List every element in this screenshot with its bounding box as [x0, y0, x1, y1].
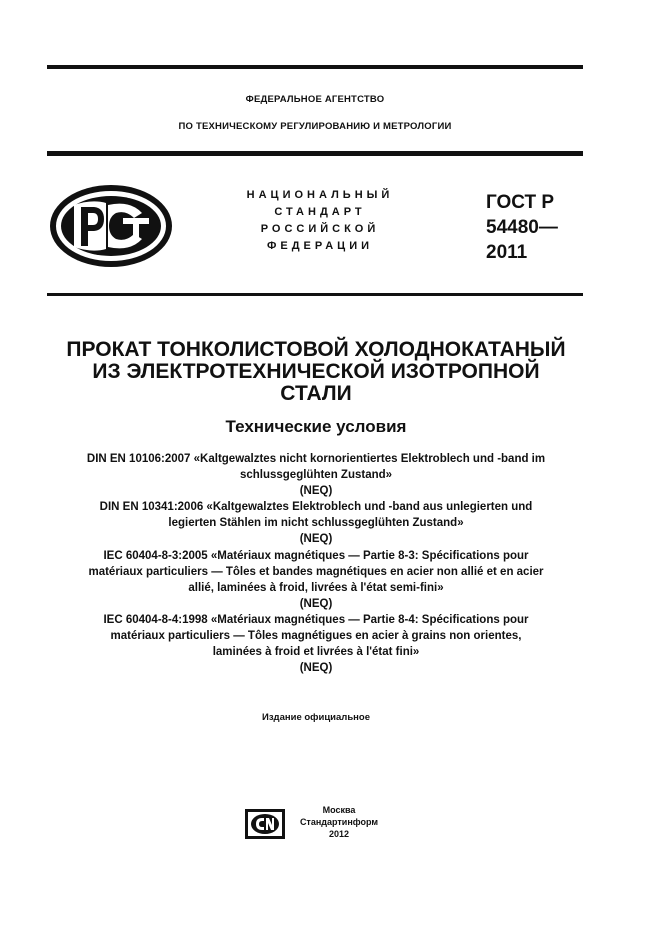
gost-r-certification-logo-icon: [48, 183, 174, 269]
designation-line-2: 54480—: [486, 217, 558, 238]
publisher-block: [293, 804, 385, 840]
reference-line: DIN EN 10341:2006 «Kaltgewalztes Elektroblech und -band aus unlegierten und: [99, 501, 533, 514]
reference-line: schlussgeglühten Zustand»: [239, 469, 393, 482]
reference-line: IEC 60404-8-3:2005 «Matériaux magnétiques — Partie 8-3: Spécifications pour: [103, 549, 529, 562]
standard-type-line-4: ФЕДЕРАЦИИ: [266, 240, 374, 252]
standard-type-line-1: НАЦИОНАЛЬНЫЙ: [246, 189, 394, 201]
title-rule: [47, 293, 583, 296]
title-line-3: СТАЛИ: [280, 382, 352, 405]
reference-line: matériaux particuliers — Tôles et bandes magnétiques en acier non allié et en acier: [88, 565, 544, 578]
top-rule: [47, 65, 583, 69]
document-subtitle: Технические условия: [225, 417, 407, 436]
publisher-year: 2012: [328, 829, 350, 839]
reference-item: [40, 548, 592, 612]
standard-type-line-3: РОССИЙСКОЙ: [260, 223, 380, 235]
agency-line-2: ПО ТЕХНИЧЕСКОМУ РЕГУЛИРОВАНИЮ И МЕТРОЛОГИИ: [178, 121, 452, 132]
reference-item: [40, 451, 592, 499]
standartinform-logo-icon: [245, 809, 285, 839]
reference-tag: (NEQ): [299, 662, 333, 675]
reference-item: [40, 612, 592, 676]
references-list: [40, 451, 592, 676]
designation-line-3: 2011: [486, 242, 528, 263]
reference-line: allié, laminées à froid, livrées à l'état semi-fini»: [188, 581, 444, 594]
title-line-2: ИЗ ЭЛЕКТРОТЕХНИЧЕСКОЙ ИЗОТРОПНОЙ: [92, 360, 540, 383]
reference-line: legierten Stählen im nicht schlussgeglühten Zustand»: [168, 517, 464, 530]
reference-line: DIN EN 10106:2007 «Kaltgewalztes nicht kornorientiertes Elektroblech und -band im: [86, 453, 546, 465]
reference-line: laminées à froid et livrées à l'état fini»: [212, 646, 420, 659]
designation-line-1: ГОСТ Р: [486, 192, 555, 213]
reference-tag: (NEQ): [299, 533, 333, 546]
publisher-city: Москва: [322, 805, 356, 815]
header-rule: [47, 151, 583, 156]
standard-designation: [486, 190, 558, 265]
reference-item: [40, 499, 592, 547]
standard-type-line-2: СТАНДАРТ: [274, 206, 366, 218]
publisher-name: Стандартинформ: [299, 817, 379, 827]
reference-tag: (NEQ): [299, 597, 333, 610]
agency-line-1: ФЕДЕРАЛЬНОЕ АГЕНТСТВО: [245, 94, 385, 105]
title-line-1: ПРОКАТ ТОНКОЛИСТОВОЙ ХОЛОДНОКАТАНЫЙ: [66, 338, 566, 361]
standard-type: [225, 187, 415, 255]
document-title: [40, 339, 592, 405]
reference-line: matériaux particuliers — Tôles magnétigues en acier à grains non orientes,: [110, 630, 522, 643]
edition-label: Издание официальное: [262, 712, 370, 723]
reference-line: IEC 60404-8-4:1998 «Matériaux magnétiques — Partie 8-4: Spécifications pour: [103, 613, 529, 626]
reference-tag: (NEQ): [299, 485, 333, 498]
